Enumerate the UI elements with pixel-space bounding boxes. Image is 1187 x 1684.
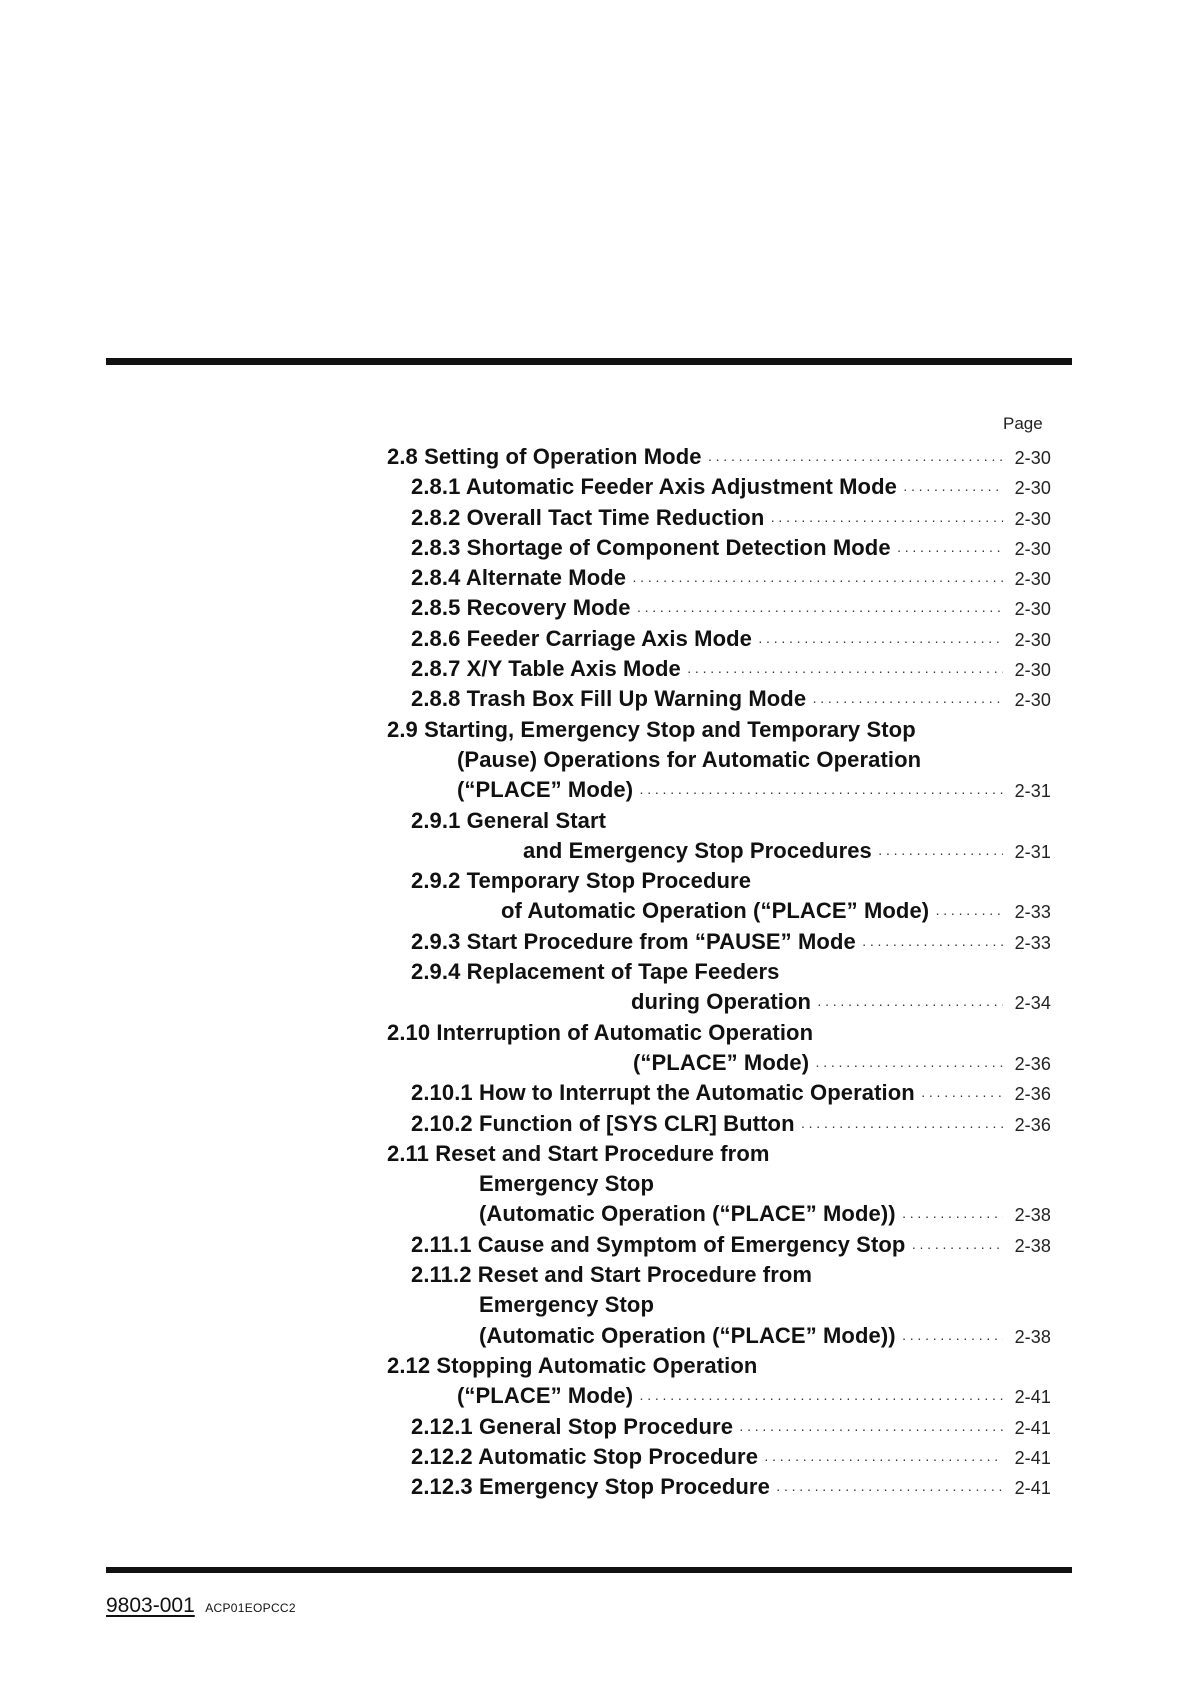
toc-entry-title: Emergency Stop <box>479 1171 655 1197</box>
toc-entry-title: 2.12.2 Automatic Stop Procedure <box>411 1443 759 1469</box>
toc-page-number: 2-30 <box>1014 508 1051 529</box>
toc-entry-line <box>387 1078 1051 1108</box>
toc-entry-title: during Operation <box>631 989 812 1015</box>
toc-entry-title: and Emergency Stop Procedures <box>523 837 872 863</box>
toc-entry[interactable] <box>387 866 1051 927</box>
dot-leader <box>921 1080 1003 1110</box>
toc-page-number: 2-30 <box>1014 599 1051 620</box>
toc-entry-title: 2.8.7 X/Y Table Axis Mode <box>411 656 681 682</box>
dot-leader <box>770 505 1003 535</box>
dot-leader <box>687 656 1003 686</box>
toc-entry-title: (Pause) Operations for Automatic Operation <box>457 746 922 772</box>
toc-entry-line <box>387 1412 1051 1442</box>
dot-leader <box>815 1050 1003 1080</box>
toc-entry[interactable] <box>387 806 1051 867</box>
toc-entry-title: 2.9.4 Replacement of Tape Feeders <box>411 959 780 985</box>
bottom-rule <box>106 1567 1072 1573</box>
toc-page-number: 2-41 <box>1014 1447 1051 1468</box>
toc-entry[interactable] <box>387 533 1051 563</box>
toc-entry-line <box>387 1442 1051 1472</box>
toc-page-number: 2-38 <box>1014 1205 1051 1226</box>
toc-entry-line <box>387 503 1051 533</box>
toc-entry[interactable] <box>387 1230 1051 1260</box>
toc-entry-line <box>387 745 1051 775</box>
toc-page-number: 2-38 <box>1014 1235 1051 1256</box>
dot-leader <box>758 626 1003 656</box>
toc-page-number: 2-36 <box>1014 1053 1051 1074</box>
toc-entry-line <box>387 1321 1051 1351</box>
toc-entry-line <box>387 654 1051 684</box>
toc-entry[interactable] <box>387 1260 1051 1351</box>
toc-entry[interactable] <box>387 624 1051 654</box>
toc-page-number: 2-30 <box>1014 660 1051 681</box>
toc-entry-line <box>387 1018 1051 1048</box>
toc-entry-title: 2.8.1 Automatic Feeder Axis Adjustment Mode <box>411 474 897 500</box>
toc-entry[interactable] <box>387 1139 1051 1230</box>
toc-entry-line <box>387 472 1051 502</box>
dot-leader <box>817 989 1003 1019</box>
toc-entry-line <box>387 806 1051 836</box>
toc-entry[interactable] <box>387 957 1051 1018</box>
dot-leader <box>897 535 1003 565</box>
toc-page-number: 2-41 <box>1014 1417 1051 1438</box>
toc-entry-line <box>387 1230 1051 1260</box>
toc-entry-line <box>387 866 1051 896</box>
toc-entry-title: 2.12.1 General Stop Procedure <box>411 1413 734 1439</box>
toc-entry-title: 2.9.2 Temporary Stop Procedure <box>411 868 752 894</box>
toc-entry-title: 2.11.1 Cause and Symptom of Emergency Stop <box>411 1231 906 1257</box>
toc-entry-title: 2.11.2 Reset and Start Procedure from <box>411 1262 813 1288</box>
toc-entry[interactable] <box>387 1412 1051 1442</box>
dot-leader <box>632 565 1003 595</box>
toc-entry-line <box>387 836 1051 866</box>
toc-page-number: 2-31 <box>1014 841 1051 862</box>
toc-entry-line <box>387 1169 1051 1199</box>
toc-entry[interactable] <box>387 563 1051 593</box>
toc-entry-line <box>387 442 1051 472</box>
toc-entry-title: (“PLACE” Mode) <box>457 1383 634 1409</box>
toc-entry-line <box>387 1472 1051 1502</box>
top-rule <box>106 358 1072 365</box>
document-code: ACP01EOPCC2 <box>205 1601 296 1615</box>
toc-page-number: 2-30 <box>1014 448 1051 468</box>
toc-entry-line <box>387 593 1051 623</box>
toc-entry-title: Emergency Stop <box>479 1292 655 1318</box>
toc-page-number: 2-41 <box>1014 1478 1051 1499</box>
toc-page-number: 2-38 <box>1014 1326 1051 1347</box>
toc-page-number: 2-30 <box>1014 690 1051 711</box>
toc-page-number: 2-31 <box>1014 781 1051 802</box>
toc-entry-line <box>387 715 1051 745</box>
toc-page-number: 2-34 <box>1014 993 1051 1014</box>
toc-entry-title: 2.10 Interruption of Automatic Operation <box>387 1019 814 1045</box>
toc-entry-title: 2.12.3 Emergency Stop Procedure <box>411 1474 770 1500</box>
toc-entry-line <box>387 533 1051 563</box>
toc-entry-title: of Automatic Operation (“PLACE” Mode) <box>501 898 930 924</box>
toc-entry-line <box>387 1351 1051 1381</box>
dot-leader <box>801 1111 1003 1141</box>
document-number: 9803-001 <box>106 1594 195 1617</box>
dot-leader <box>911 1232 1003 1262</box>
toc-entry-title: 2.9.3 Start Procedure from “PAUSE” Mode <box>411 928 856 954</box>
toc-entry-title: 2.8 Setting of Operation Mode <box>387 444 702 469</box>
toc-page-number: 2-30 <box>1014 629 1051 650</box>
toc-entry-line <box>387 987 1051 1017</box>
dot-leader <box>902 1201 1003 1231</box>
table-of-contents <box>387 442 1051 1502</box>
toc-entry-title: 2.9 Starting, Emergency Stop and Temporary Stop <box>387 716 916 742</box>
toc-page-number: 2-36 <box>1014 1084 1051 1105</box>
toc-page-number: 2-30 <box>1014 538 1051 559</box>
toc-entry-line <box>387 927 1051 957</box>
toc-entry-line <box>387 896 1051 926</box>
toc-entry-title: 2.9.1 General Start <box>411 807 607 833</box>
toc-entry-line <box>387 957 1051 987</box>
toc-entry-title: (“PLACE” Mode) <box>457 777 634 803</box>
toc-entry-title: 2.8.5 Recovery Mode <box>411 595 631 621</box>
dot-leader <box>637 595 1003 625</box>
toc-entry-title: 2.10.1 How to Interrupt the Automatic Operation <box>411 1080 915 1106</box>
dot-leader <box>812 686 1003 716</box>
toc-entry[interactable] <box>387 927 1051 957</box>
toc-entry-title: 2.8.6 Feeder Carriage Axis Mode <box>411 625 752 651</box>
toc-entry-title: 2.10.2 Function of [SYS CLR] Button <box>411 1110 795 1136</box>
toc-entry-line <box>387 563 1051 593</box>
dot-leader <box>739 1414 1003 1444</box>
dot-leader <box>878 838 1003 868</box>
toc-entry-title: 2.8.3 Shortage of Component Detection Mode <box>411 534 891 560</box>
toc-entry-title: (Automatic Operation (“PLACE” Mode)) <box>479 1322 896 1348</box>
toc-page-number: 2-41 <box>1014 1387 1051 1408</box>
dot-leader <box>902 1323 1003 1353</box>
toc-page-number: 2-33 <box>1014 932 1051 953</box>
toc-entry-line <box>387 1290 1051 1320</box>
toc-page-number: 2-33 <box>1014 902 1051 923</box>
dot-leader <box>639 777 1003 807</box>
toc-entry[interactable] <box>387 1442 1051 1472</box>
toc-entry[interactable] <box>387 593 1051 623</box>
toc-entry[interactable] <box>387 684 1051 714</box>
toc-entry-title: 2.11 Reset and Start Procedure from <box>387 1140 770 1166</box>
dot-leader <box>935 898 1003 928</box>
toc-entry[interactable] <box>387 715 1051 806</box>
toc-page-number: 2-36 <box>1014 1114 1051 1135</box>
toc-page-number: 2-30 <box>1014 478 1051 499</box>
toc-entry-title: 2.8.2 Overall Tact Time Reduction <box>411 504 765 530</box>
toc-entry[interactable] <box>387 1018 1051 1079</box>
page-column-header: Page <box>1003 414 1043 433</box>
toc-entry[interactable] <box>387 654 1051 684</box>
toc-entry[interactable] <box>387 1351 1051 1412</box>
dot-leader <box>903 474 1003 504</box>
toc-entry-title: (“PLACE” Mode) <box>633 1049 810 1075</box>
toc-entry-title: 2.12 Stopping Automatic Operation <box>387 1352 758 1378</box>
toc-entry-line <box>387 1109 1051 1139</box>
toc-entry[interactable] <box>387 442 1051 472</box>
dot-leader <box>764 1444 1003 1474</box>
toc-entry[interactable] <box>387 1078 1051 1108</box>
toc-entry-line <box>387 1139 1051 1169</box>
toc-entry-line <box>387 1048 1051 1078</box>
toc-entry-line <box>387 624 1051 654</box>
footer <box>106 1594 296 1618</box>
dot-leader <box>776 1474 1003 1504</box>
toc-entry-title: 2.8.8 Trash Box Fill Up Warning Mode <box>411 686 807 712</box>
toc-entry[interactable] <box>387 1109 1051 1139</box>
dot-leader <box>708 444 1003 474</box>
toc-entry[interactable] <box>387 503 1051 533</box>
dot-leader <box>862 929 1003 959</box>
toc-entry-line <box>387 775 1051 805</box>
toc-entry-title: (Automatic Operation (“PLACE” Mode)) <box>479 1201 896 1227</box>
toc-entry-line <box>387 1199 1051 1229</box>
toc-entry-line <box>387 1260 1051 1290</box>
toc-entry[interactable] <box>387 472 1051 502</box>
toc-entry-title: 2.8.4 Alternate Mode <box>411 565 627 591</box>
toc-entry-line <box>387 1381 1051 1411</box>
toc-page-number: 2-30 <box>1014 569 1051 590</box>
dot-leader <box>639 1383 1003 1413</box>
toc-entry[interactable] <box>387 1472 1051 1502</box>
toc-entry-line <box>387 684 1051 714</box>
